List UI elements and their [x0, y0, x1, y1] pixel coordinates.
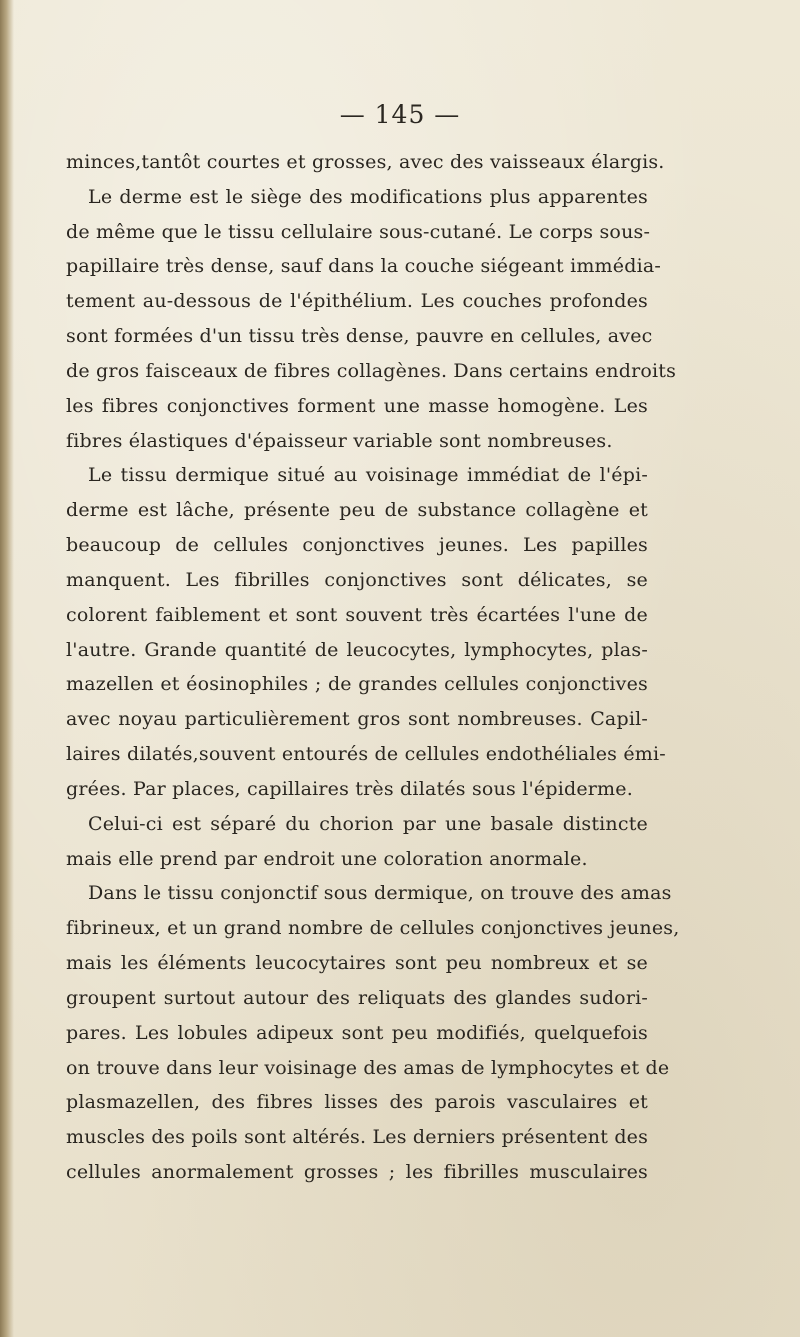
text-line: on trouve dans leur voisinage des amas de lymphocytes et de — [66, 1056, 670, 1079]
text-line: fibres élastiques d'épaisseur variable sont nombreuses. — [66, 429, 613, 452]
text-line: avec noyau particulièrement gros sont nombreuses. Capil- — [66, 708, 648, 731]
text-line: colorent faiblement et sont souvent très écartées l'une de — [66, 603, 648, 626]
text-line: Celui-ci est séparé du chorion par une basale distincte — [88, 812, 648, 835]
text-line: muscles des poils sont altérés. Les derniers présentent des — [66, 1126, 649, 1149]
text-line: groupent surtout autour des reliquats des glandes sudori- — [66, 986, 648, 1009]
text-line: papillaire très dense, sauf dans la couche siégeant immédia- — [66, 255, 662, 278]
text-line: sont formées d'un tissu très dense, pauvre en cellules, avec — [66, 325, 653, 348]
body-text — [66, 145, 680, 1190]
text-line: minces,tantôt courtes et grosses, avec des vaisseaux élargis. — [66, 151, 665, 173]
text-line: mazellen et éosinophiles ; de grandes cellules conjonctives — [66, 673, 648, 696]
text-line: derme est lâche, présente peu de substance collagène et — [66, 499, 648, 522]
text-line: fibrineux, et un grand nombre de cellules conjonctives jeunes, — [66, 917, 680, 940]
text-line: pares. Les lobules adipeux sont peu modifiés, quelquefois — [66, 1021, 648, 1044]
text-line: Le derme est le siège des modifications plus apparentes — [88, 185, 648, 208]
text-line: Le tissu dermique situé au voisinage immédiat de l'épi- — [88, 464, 648, 487]
text-line: mais elle prend par endroit une coloration anormale. — [66, 847, 588, 870]
text-line: de gros faisceaux de fibres collagènes. Dans certains endroits — [66, 359, 677, 382]
text-line: Dans le tissu conjonctif sous dermique, on trouve des amas — [88, 882, 672, 905]
text-line: de même que le tissu cellulaire sous-cutané. Le corps sous- — [66, 220, 651, 243]
text-line: beaucoup de cellules conjonctives jeunes. Les papilles — [66, 534, 648, 557]
text-line: laires dilatés,souvent entourés de cellules endothéliales émi- — [66, 743, 666, 766]
text-line: cellules anormalement grosses ; les fibrilles musculaires — [66, 1161, 648, 1184]
page-gutter-shadow — [0, 0, 14, 1337]
text-line: manquent. Les fibrilles conjonctives sont délicates, se — [66, 568, 648, 591]
text-line: l'autre. Grande quantité de leucocytes, lymphocytes, plas- — [66, 638, 648, 661]
page-number-header: — 145 — — [339, 100, 461, 129]
text-line: grées. Par places, capillaires très dilatés sous l'épiderme. — [66, 777, 633, 800]
text-line: plasmazellen, des fibres lisses des parois vasculaires et — [66, 1091, 648, 1114]
text-line: tement au-dessous de l'épithélium. Les couches profondes — [66, 290, 648, 313]
text-line: les fibres conjonctives forment une masse homogène. Les — [66, 394, 648, 417]
text-line: mais les éléments leucocytaires sont peu nombreux et se — [66, 952, 648, 975]
